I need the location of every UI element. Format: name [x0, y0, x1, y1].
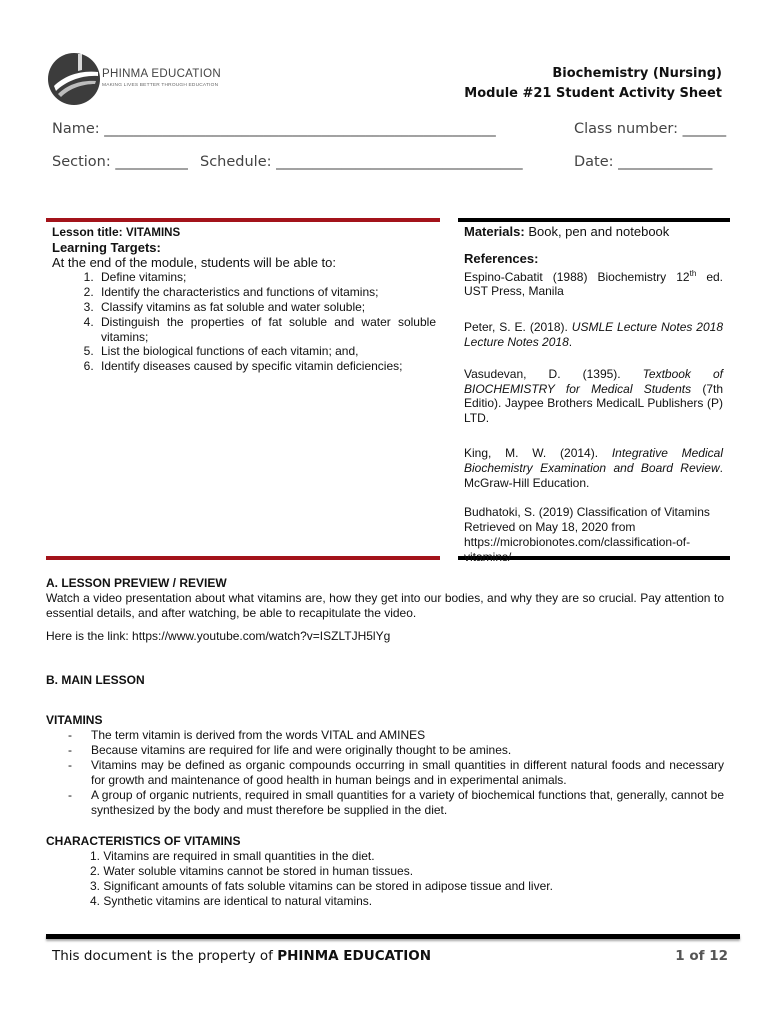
lesson-box-bottom-bar	[46, 556, 440, 560]
target-item: 5. List the biological functions of each vitamin; and,	[97, 344, 436, 359]
dash-icon: -	[68, 728, 72, 742]
characteristic-item: 2. Water soluble vitamins cannot be stored in human tissues.	[90, 864, 414, 878]
module-title: Module #21 Student Activity Sheet	[464, 86, 722, 101]
bullet-item	[46, 758, 724, 788]
targets-intro: At the end of the module, students will be able to:	[52, 254, 337, 270]
video-link[interactable]: Here is the link: https://www.youtube.com/watch?v=ISZLTJH5lYg	[46, 629, 391, 643]
lesson-box-top-bar	[46, 218, 440, 222]
date-field[interactable]: Date: _____________	[574, 154, 713, 170]
footer-ownership	[52, 948, 431, 964]
characteristic-item: 1. Vitamins are required in small quantities in the diet.	[90, 849, 375, 863]
bullet-text: A group of organic nutrients, required in small quantities for a variety of biochemical functions that, generally, cannot be synthesized by the body and must therefore be supplied in the diet.	[91, 788, 724, 817]
materials-line	[464, 225, 723, 240]
ref-text: Peter, S. E. (2018).	[464, 320, 572, 335]
ref-text: Vasudevan, D. (1395).	[464, 366, 643, 381]
footer-owner: PHINMA EDUCATION	[277, 948, 432, 964]
ref-title: Integrative Medical Biochemistry Examination and Board Review	[464, 445, 723, 475]
ref-text: Espino-Cabatit (1988) Biochemistry 12	[464, 269, 690, 284]
dash-icon: -	[68, 758, 72, 772]
page-number: 1 of 12	[675, 948, 728, 964]
lesson-title-value: VITAMINS	[126, 227, 181, 239]
bullet-text: Because vitamins are required for life and were originally thought to be amines.	[91, 743, 512, 757]
vitamins-bullets	[46, 728, 724, 818]
class-number-field[interactable]: Class number: ______	[574, 121, 727, 137]
references-list	[464, 267, 723, 565]
reference-item	[464, 367, 723, 426]
bullet-item	[46, 743, 724, 758]
materials-value: Book, pen and notebook	[528, 224, 670, 239]
lesson-title-label: Lesson title:	[52, 225, 123, 239]
reference-item	[464, 320, 723, 350]
materials-box-top-bar	[458, 218, 730, 222]
target-item: 4. Distinguish the properties of fat soluble and water soluble vitamins;	[97, 315, 436, 345]
ref-text: King, M. W. (2014).	[464, 445, 612, 460]
dash-icon: -	[68, 788, 72, 802]
characteristic-item: 3. Significant amounts of fats soluble vitamins can be stored in adipose tissue and liver.	[90, 879, 553, 893]
learning-targets-label: Learning Targets:	[52, 239, 161, 255]
ref-title: Textbook of BIOCHEMISTRY for Medical Students	[464, 366, 723, 396]
reference-item: Budhatoki, S. (2019) Classification of Vitamins Retrieved on May 18, 2020 from https://microbionotes.com/classification-of-vitamins/	[464, 505, 710, 564]
course-title: Biochemistry (Nursing)	[552, 66, 722, 81]
bullet-item	[46, 728, 724, 743]
footer-text: This document is the property of	[52, 948, 278, 964]
section-b-heading: B. MAIN LESSON	[46, 673, 145, 687]
target-item: 2. Identify the characteristics and functions of vitamins;	[97, 285, 436, 300]
logo-tagline: MAKING LIVES BETTER THROUGH EDUCATION	[102, 83, 219, 88]
ref-text: (7th Editio). Jaypee Brothers MedicalL Publishers (P) LTD.	[464, 381, 723, 426]
name-field[interactable]: Name: ______________________________________________________	[52, 121, 496, 137]
logo	[48, 50, 218, 112]
bullet-item	[46, 788, 724, 818]
dash-icon: -	[68, 743, 72, 757]
materials-label: Materials:	[464, 224, 525, 239]
target-item: 3. Classify vitamins as fat soluble and water soluble;	[97, 300, 436, 315]
ref-sup: th	[689, 268, 697, 278]
logo-name: PHINMA EDUCATION	[102, 68, 221, 80]
target-item: 1. Define vitamins;	[97, 270, 436, 285]
target-item: 6. Identify diseases caused by specific vitamin deficiencies;	[97, 359, 436, 374]
lesson-box	[52, 225, 436, 374]
vitamins-heading: VITAMINS	[46, 713, 103, 727]
footer-divider	[46, 934, 740, 939]
characteristics-heading: CHARACTERISTICS OF VITAMINS	[46, 834, 241, 848]
section-field[interactable]: Section: __________	[52, 154, 188, 170]
references-label: References:	[464, 250, 539, 266]
reference-item	[464, 446, 723, 490]
bullet-text: Vitamins may be defined as organic compounds occurring in small quantities in different natural foods and necessary for growth and maintenance of good health in human beings and in experimental animals.	[91, 758, 724, 787]
ref-text: ed. UST Press, Manila	[464, 269, 723, 299]
reference-item	[464, 267, 723, 300]
section-a-heading: A. LESSON PREVIEW / REVIEW	[46, 576, 227, 590]
logo-emblem-icon	[48, 50, 100, 108]
bullet-text: The term vitamin is derived from the words VITAL and AMINES	[91, 728, 426, 742]
ref-text: . McGraw-Hill Education.	[464, 460, 723, 490]
lesson-title	[52, 225, 436, 241]
ref-title: USMLE Lecture Notes 2018 Lecture Notes 2018	[464, 320, 723, 349]
characteristic-item: 4. Synthetic vitamins are identical to natural vitamins.	[90, 894, 373, 908]
ref-text: .	[568, 334, 573, 349]
materials-box	[464, 225, 723, 565]
section-a-text: Watch a video presentation about what vitamins are, how they get into our bodies, and why they are so crucial. Pay attention to essential details, and after watching, be able to recapitulate the video.	[46, 591, 724, 620]
schedule-field[interactable]: Schedule: __________________________________	[200, 154, 523, 170]
targets-list	[52, 270, 436, 374]
characteristics-list	[90, 849, 724, 909]
